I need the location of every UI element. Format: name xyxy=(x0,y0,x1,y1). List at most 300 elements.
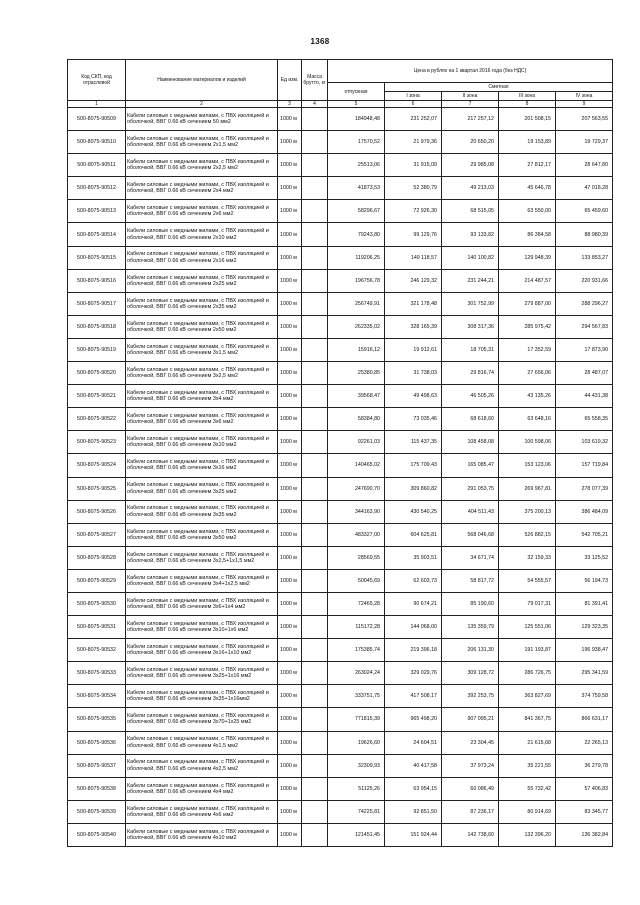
row-mass xyxy=(302,500,328,523)
row-unit: 1000 м xyxy=(278,408,302,431)
row-unit: 1000 м xyxy=(278,269,302,292)
row-price-zone-1: 63 954,15 xyxy=(385,777,442,800)
row-mass xyxy=(302,754,328,777)
row-unit: 1000 м xyxy=(278,616,302,639)
row-price-zone-2: 29 816,74 xyxy=(442,362,499,385)
row-release-price: 115172,28 xyxy=(328,616,385,639)
row-price-zone-1: 21 979,36 xyxy=(385,131,442,154)
header-zone: I зона xyxy=(385,92,442,101)
row-price-zone-2: 87 236,17 xyxy=(442,800,499,823)
table-row xyxy=(68,338,613,361)
row-price-zone-4: 103 619,32 xyxy=(556,431,613,454)
row-price-zone-2: 68 618,60 xyxy=(442,408,499,431)
row-price-zone-1: 31 738,03 xyxy=(385,362,442,385)
column-number: 6 xyxy=(385,101,442,108)
column-number: 3 xyxy=(278,101,302,108)
row-price-zone-2: 309 128,72 xyxy=(442,662,499,685)
row-price-zone-2: 18 705,31 xyxy=(442,338,499,361)
row-price-zone-1: 92 851,50 xyxy=(385,800,442,823)
row-name: Кабели силовые с медными жилами, с ПВХ изоляцией и оболочкой, ВВГ 0.66 кВ сечением 3х2,5+1х1,5 мм2 xyxy=(126,546,278,569)
table-row xyxy=(68,569,613,592)
row-mass xyxy=(302,523,328,546)
row-price-zone-1: 321 178,48 xyxy=(385,292,442,315)
row-mass xyxy=(302,477,328,500)
row-code: 500-8075-90515 xyxy=(68,246,126,269)
row-mass xyxy=(302,338,328,361)
row-price-zone-2: 37 973,24 xyxy=(442,754,499,777)
row-price-zone-3: 214 487,57 xyxy=(499,269,556,292)
row-mass xyxy=(302,823,328,846)
row-price-zone-4: 157 719,84 xyxy=(556,454,613,477)
table-row xyxy=(68,108,613,131)
row-mass xyxy=(302,662,328,685)
row-price-zone-3: 285 975,42 xyxy=(499,315,556,338)
row-price-zone-1: 151 924,44 xyxy=(385,823,442,846)
column-number: 9 xyxy=(556,101,613,108)
row-mass xyxy=(302,431,328,454)
row-price-zone-3: 21 615,68 xyxy=(499,731,556,754)
row-price-zone-2: 34 671,74 xyxy=(442,546,499,569)
row-price-zone-2: 20 650,20 xyxy=(442,131,499,154)
row-unit: 1000 м xyxy=(278,292,302,315)
row-mass xyxy=(302,800,328,823)
row-price-zone-3: 27 812,17 xyxy=(499,154,556,177)
row-unit: 1000 м xyxy=(278,592,302,615)
row-release-price: 175385,74 xyxy=(328,639,385,662)
row-name: Кабели силовые с медными жилами, с ПВХ изоляцией и оболочкой, ВВГ 0.66 кВ сечением 3х16 мм2 xyxy=(126,454,278,477)
row-name: Кабели силовые с медными жилами, с ПВХ изоляцией и оболочкой, ВВГ 0.66 кВ сечением 3х70+1х25 мм2 xyxy=(126,708,278,731)
row-price-zone-4: 65 459,60 xyxy=(556,200,613,223)
row-code: 500-8075-90534 xyxy=(68,685,126,708)
row-price-zone-1: 328 165,39 xyxy=(385,315,442,338)
row-price-zone-4: 278 077,39 xyxy=(556,477,613,500)
row-code: 500-8075-90513 xyxy=(68,200,126,223)
row-price-zone-2: 93 133,82 xyxy=(442,223,499,246)
table-row xyxy=(68,477,613,500)
row-unit: 1000 м xyxy=(278,685,302,708)
row-price-zone-4: 129 323,35 xyxy=(556,616,613,639)
row-name: Кабели силовые с медными жилами, с ПВХ изоляцией и оболочкой, ВВГ 0.66 кВ сечением 3х16+1х10 мм2 xyxy=(126,639,278,662)
row-price-zone-4: 386 484,09 xyxy=(556,500,613,523)
row-code: 500-8075-90536 xyxy=(68,731,126,754)
row-price-zone-3: 45 646,78 xyxy=(499,177,556,200)
row-code: 500-8075-90529 xyxy=(68,569,126,592)
row-price-zone-3: 63 550,00 xyxy=(499,200,556,223)
table-row xyxy=(68,800,613,823)
table-row xyxy=(68,431,613,454)
row-code: 500-8075-90533 xyxy=(68,662,126,685)
row-release-price: 184948,48 xyxy=(328,108,385,131)
row-mass xyxy=(302,385,328,408)
row-unit: 1000 м xyxy=(278,823,302,846)
row-price-zone-2: 165 085,47 xyxy=(442,454,499,477)
row-price-zone-3: 129 948,39 xyxy=(499,246,556,269)
row-unit: 1000 м xyxy=(278,177,302,200)
row-price-zone-4: 22 265,13 xyxy=(556,731,613,754)
row-price-zone-3: 201 508,15 xyxy=(499,108,556,131)
row-unit: 1000 м xyxy=(278,338,302,361)
row-release-price: 28569,55 xyxy=(328,546,385,569)
table-row xyxy=(68,523,613,546)
row-mass xyxy=(302,685,328,708)
row-unit: 1000 м xyxy=(278,546,302,569)
row-price-zone-2: 301 752,99 xyxy=(442,292,499,315)
row-unit: 1000 м xyxy=(278,246,302,269)
row-release-price: 41873,53 xyxy=(328,177,385,200)
row-price-zone-1: 19 912,61 xyxy=(385,338,442,361)
table-row xyxy=(68,823,613,846)
header-zone: II зона xyxy=(442,92,499,101)
row-price-zone-4: 374 759,58 xyxy=(556,685,613,708)
row-code: 500-8075-90527 xyxy=(68,523,126,546)
column-number: 1 xyxy=(68,101,126,108)
row-unit: 1000 м xyxy=(278,200,302,223)
table-row xyxy=(68,662,613,685)
row-name: Кабели силовые с медными жилами, с ПВХ изоляцией и оболочкой, ВВГ 0.66 кВ сечением 3х25 мм2 xyxy=(126,477,278,500)
row-unit: 1000 м xyxy=(278,662,302,685)
row-unit: 1000 м xyxy=(278,385,302,408)
row-price-zone-3: 43 135,26 xyxy=(499,385,556,408)
row-name: Кабели силовые с медными жилами, с ПВХ изоляцией и оболочкой, ВВГ 0.66 кВ сечением 3х2,5 мм2 xyxy=(126,362,278,385)
row-release-price: 196756,78 xyxy=(328,269,385,292)
row-release-price: 140465,02 xyxy=(328,454,385,477)
row-price-zone-3: 125 551,06 xyxy=(499,616,556,639)
row-release-price: 50045,69 xyxy=(328,569,385,592)
row-price-zone-3: 375 200,13 xyxy=(499,500,556,523)
row-unit: 1000 м xyxy=(278,800,302,823)
price-table xyxy=(67,59,613,847)
price-table-container xyxy=(67,59,612,847)
row-release-price: 333751,75 xyxy=(328,685,385,708)
row-price-zone-4: 56 194,73 xyxy=(556,569,613,592)
row-price-zone-3: 100 598,06 xyxy=(499,431,556,454)
row-name: Кабели силовые с медными жилами, с ПВХ изоляцией и оболочкой, ВВГ 0.66 кВ сечением 4х1,5 мм2 xyxy=(126,731,278,754)
row-price-zone-3: 841 367,75 xyxy=(499,708,556,731)
row-code: 500-8075-90539 xyxy=(68,800,126,823)
table-row xyxy=(68,754,613,777)
row-price-zone-4: 196 938,47 xyxy=(556,639,613,662)
row-price-zone-4: 88 980,39 xyxy=(556,223,613,246)
row-unit: 1000 м xyxy=(278,362,302,385)
row-price-zone-2: 58 817,72 xyxy=(442,569,499,592)
row-release-price: 74225,81 xyxy=(328,800,385,823)
row-code: 500-8075-90518 xyxy=(68,315,126,338)
row-code: 500-8075-90517 xyxy=(68,292,126,315)
row-price-zone-3: 132 396,20 xyxy=(499,823,556,846)
header-unit: Ед изм. xyxy=(278,60,302,101)
row-price-zone-4: 47 018,28 xyxy=(556,177,613,200)
row-release-price: 32309,93 xyxy=(328,754,385,777)
row-price-zone-4: 207 563,55 xyxy=(556,108,613,131)
row-price-zone-2: 231 244,21 xyxy=(442,269,499,292)
row-release-price: 58296,67 xyxy=(328,200,385,223)
row-price-zone-2: 49 213,03 xyxy=(442,177,499,200)
row-mass xyxy=(302,108,328,131)
row-name: Кабели силовые с медными жилами, с ПВХ изоляцией и оболочкой, ВВГ 0.66 кВ сечением 2х35 мм2 xyxy=(126,292,278,315)
row-price-zone-1: 231 252,07 xyxy=(385,108,442,131)
row-mass xyxy=(302,246,328,269)
row-release-price: 39568,47 xyxy=(328,385,385,408)
table-row xyxy=(68,592,613,615)
row-price-zone-3: 80 914,69 xyxy=(499,800,556,823)
table-body xyxy=(68,108,613,847)
row-price-zone-4: 28 647,80 xyxy=(556,154,613,177)
row-price-zone-1: 417 508,17 xyxy=(385,685,442,708)
row-code: 500-8075-90522 xyxy=(68,408,126,431)
row-price-zone-3: 363 827,69 xyxy=(499,685,556,708)
row-release-price: 262335,02 xyxy=(328,315,385,338)
row-price-zone-3: 19 153,89 xyxy=(499,131,556,154)
row-price-zone-1: 219 396,18 xyxy=(385,639,442,662)
row-unit: 1000 м xyxy=(278,523,302,546)
row-mass xyxy=(302,616,328,639)
row-price-zone-1: 73 035,46 xyxy=(385,408,442,431)
row-mass xyxy=(302,200,328,223)
row-release-price: 771815,39 xyxy=(328,708,385,731)
row-price-zone-4: 36 279,78 xyxy=(556,754,613,777)
row-code: 500-8075-90532 xyxy=(68,639,126,662)
row-price-zone-2: 46 505,26 xyxy=(442,385,499,408)
row-name: Кабели силовые с медными жилами, с ПВХ изоляцией и оболочкой, ВВГ 0.66 кВ сечением 3х10+1х6 мм2 xyxy=(126,616,278,639)
row-price-zone-2: 23 304,45 xyxy=(442,731,499,754)
row-unit: 1000 м xyxy=(278,639,302,662)
row-code: 500-8075-90538 xyxy=(68,777,126,800)
row-mass xyxy=(302,408,328,431)
row-unit: 1000 м xyxy=(278,569,302,592)
row-code: 500-8075-90528 xyxy=(68,546,126,569)
row-code: 500-8075-90510 xyxy=(68,131,126,154)
row-mass xyxy=(302,731,328,754)
table-row xyxy=(68,500,613,523)
row-name: Кабели силовые с медными жилами, с ПВХ изоляцией и оболочкой, ВВГ 0.66 кВ сечением 4х10 мм2 xyxy=(126,823,278,846)
row-code: 500-8075-90509 xyxy=(68,108,126,131)
row-price-zone-2: 308 317,36 xyxy=(442,315,499,338)
row-price-zone-2: 907 095,21 xyxy=(442,708,499,731)
row-price-zone-3: 35 221,55 xyxy=(499,754,556,777)
row-name: Кабели силовые с медными жилами, с ПВХ изоляцией и оболочкой, ВВГ 0.66 кВ сечением 2х4 мм2 xyxy=(126,177,278,200)
row-release-price: 58384,80 xyxy=(328,408,385,431)
row-code: 500-8075-90523 xyxy=(68,431,126,454)
table-row xyxy=(68,200,613,223)
row-price-zone-3: 79 017,31 xyxy=(499,592,556,615)
row-price-zone-1: 149 118,57 xyxy=(385,246,442,269)
row-name: Кабели силовые с медными жилами, с ПВХ изоляцией и оболочкой, ВВГ 0.66 кВ сечением 50 мм2 xyxy=(126,108,278,131)
row-release-price: 19626,60 xyxy=(328,731,385,754)
row-price-zone-1: 329 029,76 xyxy=(385,662,442,685)
row-price-zone-4: 294 567,83 xyxy=(556,315,613,338)
column-number: 7 xyxy=(442,101,499,108)
table-row xyxy=(68,292,613,315)
row-price-zone-4: 65 558,35 xyxy=(556,408,613,431)
row-price-zone-3: 153 123,06 xyxy=(499,454,556,477)
row-price-zone-4: 288 296,27 xyxy=(556,292,613,315)
row-price-zone-3: 32 159,33 xyxy=(499,546,556,569)
table-row xyxy=(68,246,613,269)
row-price-zone-2: 108 458,08 xyxy=(442,431,499,454)
row-name: Кабели силовые с медными жилами, с ПВХ изоляцией и оболочкой, ВВГ 0.66 кВ сечением 3х35+1х16мм2 xyxy=(126,685,278,708)
row-code: 500-8075-90537 xyxy=(68,754,126,777)
column-number: 4 xyxy=(302,101,328,108)
row-price-zone-4: 28 487,07 xyxy=(556,362,613,385)
row-unit: 1000 м xyxy=(278,454,302,477)
row-mass xyxy=(302,454,328,477)
row-price-zone-1: 90 674,21 xyxy=(385,592,442,615)
row-price-zone-1: 52 380,79 xyxy=(385,177,442,200)
row-price-zone-4: 136 382,84 xyxy=(556,823,613,846)
row-price-zone-3: 286 726,75 xyxy=(499,662,556,685)
row-price-zone-1: 246 129,32 xyxy=(385,269,442,292)
row-unit: 1000 м xyxy=(278,223,302,246)
table-row xyxy=(68,362,613,385)
row-price-zone-3: 63 648,16 xyxy=(499,408,556,431)
table-row xyxy=(68,616,613,639)
row-mass xyxy=(302,362,328,385)
row-price-zone-2: 392 253,75 xyxy=(442,685,499,708)
row-price-zone-4: 17 873,90 xyxy=(556,338,613,361)
row-release-price: 92261,03 xyxy=(328,431,385,454)
row-mass xyxy=(302,177,328,200)
row-name: Кабели силовые с медными жилами, с ПВХ изоляцией и оболочкой, ВВГ 0.66 кВ сечением 2х50 мм2 xyxy=(126,315,278,338)
row-price-zone-2: 29 985,08 xyxy=(442,154,499,177)
row-price-zone-4: 866 631,17 xyxy=(556,708,613,731)
row-price-zone-1: 62 603,73 xyxy=(385,569,442,592)
row-code: 500-8075-90531 xyxy=(68,616,126,639)
row-price-zone-1: 175 709,43 xyxy=(385,454,442,477)
table-row xyxy=(68,385,613,408)
column-number: 2 xyxy=(126,101,278,108)
row-price-zone-1: 40 417,58 xyxy=(385,754,442,777)
row-price-zone-3: 17 352,59 xyxy=(499,338,556,361)
row-price-zone-3: 279 887,00 xyxy=(499,292,556,315)
header-estimate-price: Сметная xyxy=(385,83,613,92)
row-name: Кабели силовые с медными жилами, с ПВХ изоляцией и оболочкой, ВВГ 0.66 кВ сечением 3х10 мм2 xyxy=(126,431,278,454)
table-row xyxy=(68,154,613,177)
row-name: Кабели силовые с медными жилами, с ПВХ изоляцией и оболочкой, ВВГ 0.66 кВ сечением 3х4+1х2,5 мм2 xyxy=(126,569,278,592)
header-name: Наименование материалов и изделий xyxy=(126,60,278,101)
row-price-zone-1: 99 129,76 xyxy=(385,223,442,246)
row-code: 500-8075-90521 xyxy=(68,385,126,408)
table-row xyxy=(68,315,613,338)
row-release-price: 121451,45 xyxy=(328,823,385,846)
row-price-zone-4: 44 431,38 xyxy=(556,385,613,408)
row-price-zone-4: 57 406,83 xyxy=(556,777,613,800)
row-code: 500-8075-90535 xyxy=(68,708,126,731)
row-price-zone-1: 31 915,09 xyxy=(385,154,442,177)
row-price-zone-3: 27 656,06 xyxy=(499,362,556,385)
row-unit: 1000 м xyxy=(278,754,302,777)
row-price-zone-2: 404 511,43 xyxy=(442,500,499,523)
row-name: Кабели силовые с медными жилами, с ПВХ изоляцией и оболочкой, ВВГ 0.66 кВ сечением 2х6 мм2 xyxy=(126,200,278,223)
row-name: Кабели силовые с медными жилами, с ПВХ изоляцией и оболочкой, ВВГ 0.66 кВ сечением 2х10 мм2 xyxy=(126,223,278,246)
row-name: Кабели силовые с медными жилами, с ПВХ изоляцией и оболочкой, ВВГ 0.66 кВ сечением 2х2,5 мм2 xyxy=(126,154,278,177)
row-mass xyxy=(302,223,328,246)
row-mass xyxy=(302,639,328,662)
table-row xyxy=(68,454,613,477)
row-mass xyxy=(302,131,328,154)
row-release-price: 483327,00 xyxy=(328,523,385,546)
row-price-zone-4: 295 341,59 xyxy=(556,662,613,685)
row-price-zone-3: 55 732,42 xyxy=(499,777,556,800)
row-code: 500-8075-90526 xyxy=(68,500,126,523)
row-price-zone-1: 72 926,30 xyxy=(385,200,442,223)
row-code: 500-8075-90525 xyxy=(68,477,126,500)
row-price-zone-1: 309 860,82 xyxy=(385,477,442,500)
row-mass xyxy=(302,592,328,615)
row-price-zone-1: 49 498,63 xyxy=(385,385,442,408)
table-header xyxy=(68,60,613,108)
row-code: 500-8075-90516 xyxy=(68,269,126,292)
row-release-price: 263024,24 xyxy=(328,662,385,685)
row-release-price: 79243,80 xyxy=(328,223,385,246)
header-release-price: отпускная xyxy=(328,83,385,101)
row-release-price: 51125,26 xyxy=(328,777,385,800)
table-row xyxy=(68,131,613,154)
row-name: Кабели силовые с медными жилами, с ПВХ изоляцией и оболочкой, ВВГ 0.66 кВ сечением 2х25 мм2 xyxy=(126,269,278,292)
row-name: Кабели силовые с медными жилами, с ПВХ изоляцией и оболочкой, ВВГ 0.66 кВ сечением 3х4 мм2 xyxy=(126,385,278,408)
row-unit: 1000 м xyxy=(278,777,302,800)
table-row xyxy=(68,269,613,292)
row-code: 500-8075-90514 xyxy=(68,223,126,246)
header-code: Код СКП, код отраслевой xyxy=(68,60,126,101)
row-release-price: 25513,06 xyxy=(328,154,385,177)
row-price-zone-2: 135 359,79 xyxy=(442,616,499,639)
table-row xyxy=(68,546,613,569)
table-row xyxy=(68,223,613,246)
row-name: Кабели силовые с медными жилами, с ПВХ изоляцией и оболочкой, ВВГ 0.66 кВ сечением 3х6+1х4 мм2 xyxy=(126,592,278,615)
row-price-zone-3: 526 882,15 xyxy=(499,523,556,546)
row-release-price: 344163,90 xyxy=(328,500,385,523)
row-unit: 1000 м xyxy=(278,500,302,523)
row-code: 500-8075-90520 xyxy=(68,362,126,385)
row-unit: 1000 м xyxy=(278,431,302,454)
table-row xyxy=(68,639,613,662)
column-number-row xyxy=(68,101,613,108)
row-price-zone-2: 291 053,75 xyxy=(442,477,499,500)
row-price-zone-4: 542 705,21 xyxy=(556,523,613,546)
row-price-zone-4: 81 391,41 xyxy=(556,592,613,615)
row-mass xyxy=(302,292,328,315)
row-price-zone-1: 115 437,35 xyxy=(385,431,442,454)
row-price-zone-1: 965 498,20 xyxy=(385,708,442,731)
row-unit: 1000 м xyxy=(278,731,302,754)
row-code: 500-8075-90512 xyxy=(68,177,126,200)
row-code: 500-8075-90540 xyxy=(68,823,126,846)
table-row xyxy=(68,708,613,731)
row-name: Кабели силовые с медными жилами, с ПВХ изоляцией и оболочкой, ВВГ 0.66 кВ сечением 4х2,5 мм2 xyxy=(126,754,278,777)
row-price-zone-2: 60 086,49 xyxy=(442,777,499,800)
row-price-zone-1: 604 625,81 xyxy=(385,523,442,546)
table-row xyxy=(68,408,613,431)
row-code: 500-8075-90524 xyxy=(68,454,126,477)
column-number: 8 xyxy=(499,101,556,108)
row-price-zone-2: 142 738,60 xyxy=(442,823,499,846)
row-price-zone-4: 220 931,66 xyxy=(556,269,613,292)
row-price-zone-2: 140 100,82 xyxy=(442,246,499,269)
row-name: Кабели силовые с медными жилами, с ПВХ изоляцией и оболочкой, ВВГ 0.66 кВ сечением 2х16 мм2 xyxy=(126,246,278,269)
header-price-group: Цена в рублях на 1 квартал 2016 года (без НДС) xyxy=(328,60,613,83)
row-release-price: 25380,85 xyxy=(328,362,385,385)
row-price-zone-2: 68 515,05 xyxy=(442,200,499,223)
header-mass: Масса брутто, кг xyxy=(302,60,328,101)
row-price-zone-2: 85 190,60 xyxy=(442,592,499,615)
row-release-price: 72465,28 xyxy=(328,592,385,615)
row-price-zone-4: 19 729,37 xyxy=(556,131,613,154)
row-unit: 1000 м xyxy=(278,108,302,131)
row-price-zone-1: 144 068,00 xyxy=(385,616,442,639)
row-name: Кабели силовые с медными жилами, с ПВХ изоляцией и оболочкой, ВВГ 0.66 кВ сечением 3х1,5 мм2 xyxy=(126,338,278,361)
row-price-zone-1: 430 540,25 xyxy=(385,500,442,523)
row-name: Кабели силовые с медными жилами, с ПВХ изоляцией и оболочкой, ВВГ 0.66 кВ сечением 4х4 мм2 xyxy=(126,777,278,800)
